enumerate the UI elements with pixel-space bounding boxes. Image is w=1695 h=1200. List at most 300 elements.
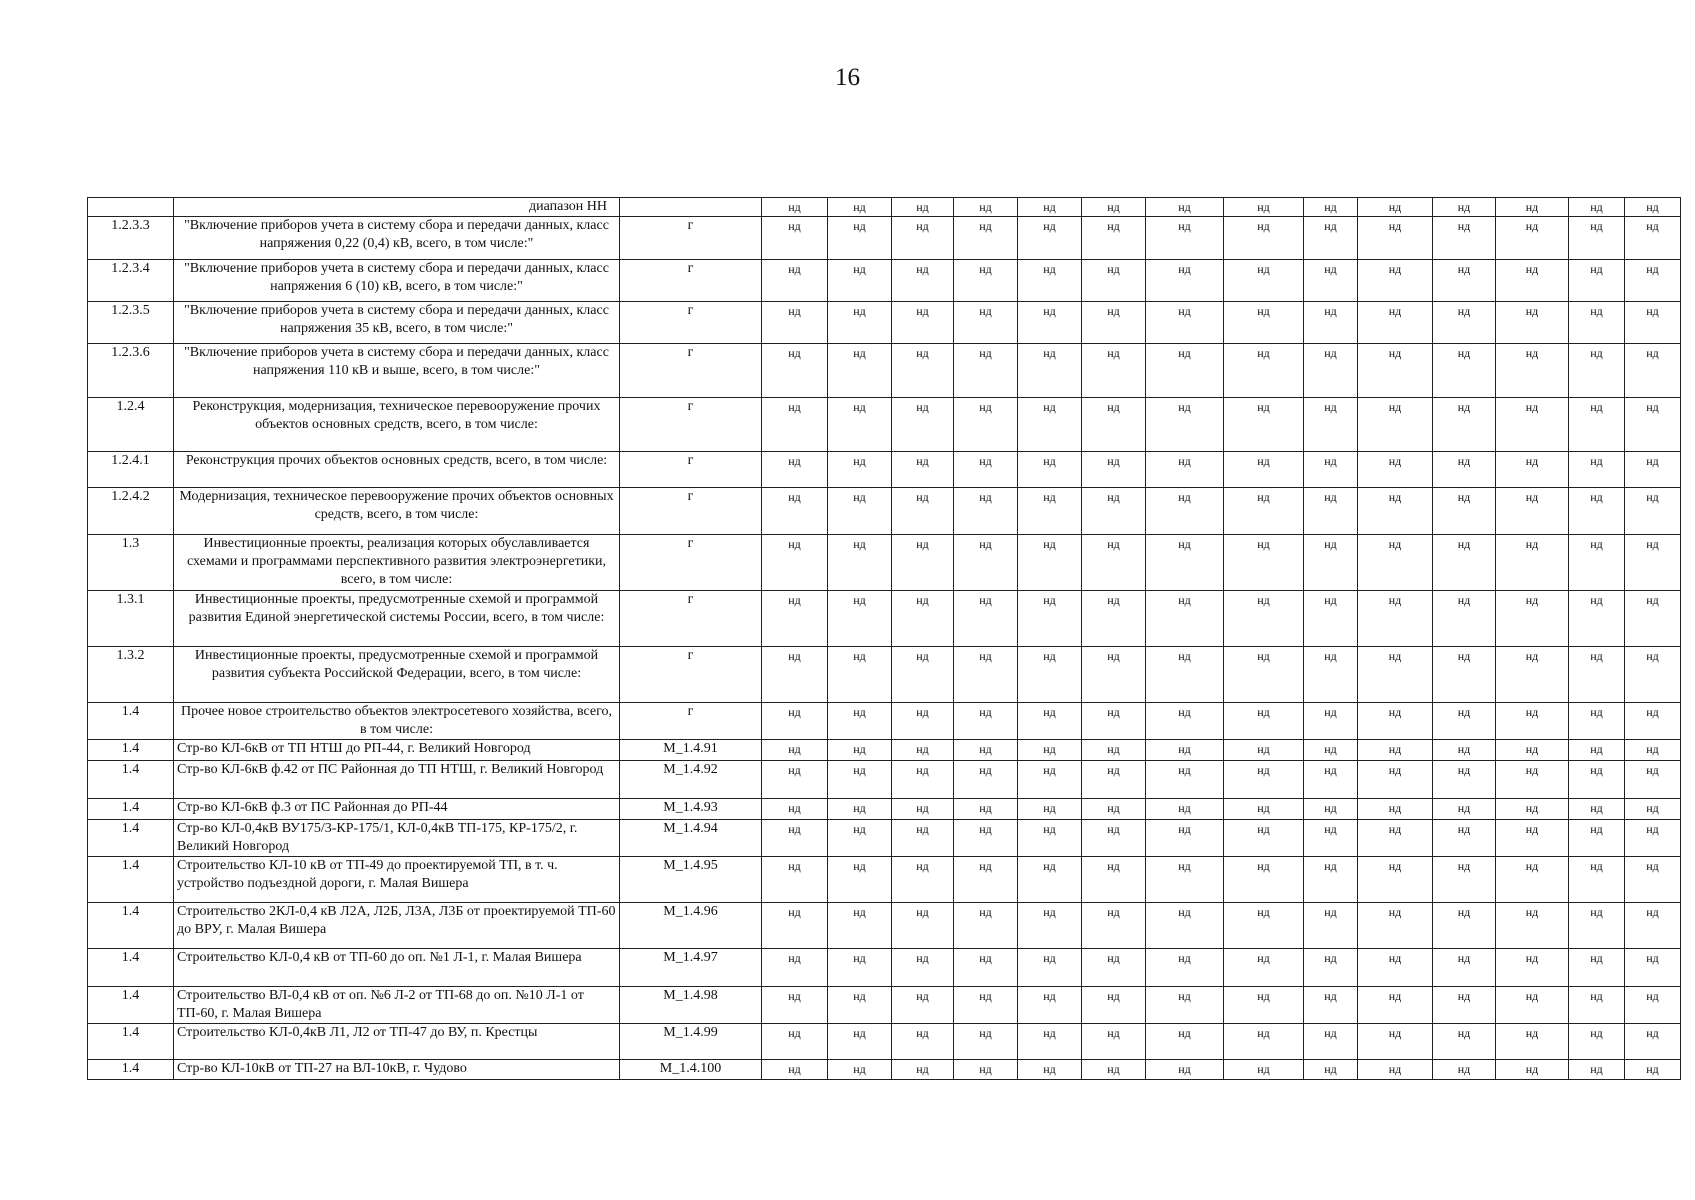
value-cell: нд (1146, 344, 1224, 398)
value-cell: нд (1496, 820, 1569, 857)
value-cell: нд (1304, 647, 1358, 703)
value-cell: нд (1224, 488, 1304, 535)
value-cell: нд (828, 949, 892, 987)
value-cell: нд (1496, 949, 1569, 987)
table-row (88, 1060, 1681, 1080)
value-cell: нд (1146, 1060, 1224, 1080)
value-cell: нд (954, 217, 1018, 260)
row-id-cell: M_1.4.94 (620, 820, 762, 857)
value-cell: нд (954, 740, 1018, 761)
value-cell: нд (954, 535, 1018, 591)
value-cell: нд (1146, 198, 1224, 217)
value-cell: нд (892, 799, 954, 820)
value-cell: нд (954, 987, 1018, 1024)
value-cell: нд (1625, 740, 1681, 761)
value-cell: нд (828, 488, 892, 535)
value-cell: нд (1625, 647, 1681, 703)
value-cell: нд (892, 857, 954, 903)
value-cell: нд (1146, 398, 1224, 452)
row-id-cell: M_1.4.100 (620, 1060, 762, 1080)
value-cell: нд (1146, 903, 1224, 949)
value-cell: нд (1304, 949, 1358, 987)
value-cell: нд (1358, 949, 1433, 987)
value-cell: нд (1018, 949, 1082, 987)
row-name-cell: "Включение приборов учета в систему сбора и передачи данных, класс напряжения 0,22 (0,4) кВ, всего, в том числе:" (174, 217, 620, 260)
value-cell: нд (1569, 903, 1625, 949)
value-cell: нд (1082, 857, 1146, 903)
value-cell: нд (1146, 1024, 1224, 1060)
value-cell: нд (1082, 1060, 1146, 1080)
value-cell: нд (954, 857, 1018, 903)
row-name-cell: Стр-во КЛ-6кВ от ТП НТШ до РП-44, г. Великий Новгород (174, 740, 620, 761)
value-cell: нд (1224, 820, 1304, 857)
value-cell: нд (1569, 857, 1625, 903)
value-cell: нд (1304, 198, 1358, 217)
value-cell: нд (1625, 344, 1681, 398)
value-cell: нд (954, 452, 1018, 488)
value-cell: нд (1018, 260, 1082, 302)
value-cell: нд (828, 857, 892, 903)
value-cell: нд (892, 398, 954, 452)
row-id-cell: M_1.4.98 (620, 987, 762, 1024)
value-cell: нд (1018, 987, 1082, 1024)
value-cell: нд (1018, 820, 1082, 857)
value-cell: нд (1018, 488, 1082, 535)
value-cell: нд (1625, 799, 1681, 820)
value-cell: нд (1625, 535, 1681, 591)
value-cell: нд (1625, 217, 1681, 260)
value-cell: нд (1018, 1024, 1082, 1060)
row-id-cell: M_1.4.95 (620, 857, 762, 903)
value-cell: нд (1625, 761, 1681, 799)
value-cell: нд (892, 344, 954, 398)
value-cell: нд (1569, 820, 1625, 857)
value-cell: нд (1082, 217, 1146, 260)
value-cell: нд (1146, 535, 1224, 591)
value-cell: нд (762, 949, 828, 987)
value-cell: нд (1358, 1060, 1433, 1080)
value-cell: нд (1082, 398, 1146, 452)
value-cell: нд (1358, 799, 1433, 820)
value-cell: нд (954, 591, 1018, 647)
value-cell: нд (762, 535, 828, 591)
value-cell: нд (1224, 903, 1304, 949)
row-name-cell: Реконструкция прочих объектов основных средств, всего, в том числе: (174, 452, 620, 488)
value-cell: нд (1433, 260, 1496, 302)
value-cell: нд (828, 260, 892, 302)
value-cell: нд (1358, 302, 1433, 344)
value-cell: нд (1569, 217, 1625, 260)
value-cell: нд (1358, 740, 1433, 761)
value-cell: нд (1496, 987, 1569, 1024)
row-number-cell: 1.3.2 (88, 647, 174, 703)
row-name-cell: "Включение приборов учета в систему сбора и передачи данных, класс напряжения 6 (10) кВ, всего, в том числе:" (174, 260, 620, 302)
investment-table (87, 197, 1681, 1080)
value-cell: нд (1625, 987, 1681, 1024)
value-cell: нд (1569, 452, 1625, 488)
value-cell: нд (892, 903, 954, 949)
value-cell: нд (1082, 703, 1146, 740)
row-id-cell: г (620, 535, 762, 591)
value-cell: нд (1358, 857, 1433, 903)
value-cell: нд (1358, 488, 1433, 535)
row-id-cell: г (620, 647, 762, 703)
value-cell: нд (1358, 761, 1433, 799)
value-cell: нд (892, 740, 954, 761)
value-cell: нд (954, 799, 1018, 820)
value-cell: нд (1304, 488, 1358, 535)
value-cell: нд (1569, 1024, 1625, 1060)
table-row (88, 740, 1681, 761)
value-cell: нд (1304, 535, 1358, 591)
value-cell: нд (1146, 987, 1224, 1024)
value-cell: нд (1304, 740, 1358, 761)
value-cell: нд (1358, 398, 1433, 452)
value-cell: нд (1569, 1060, 1625, 1080)
value-cell: нд (1569, 591, 1625, 647)
value-cell: нд (1625, 398, 1681, 452)
value-cell: нд (1625, 198, 1681, 217)
value-cell: нд (1304, 761, 1358, 799)
value-cell: нд (1224, 260, 1304, 302)
value-cell: нд (1018, 217, 1082, 260)
table-row (88, 535, 1681, 591)
value-cell: нд (1146, 820, 1224, 857)
value-cell: нд (1224, 591, 1304, 647)
value-cell: нд (762, 398, 828, 452)
value-cell: нд (1146, 949, 1224, 987)
value-cell: нд (1569, 398, 1625, 452)
page-number: 16 (835, 64, 860, 91)
value-cell: нд (828, 1024, 892, 1060)
value-cell: нд (1146, 591, 1224, 647)
table-row (88, 949, 1681, 987)
value-cell: нд (1018, 740, 1082, 761)
row-id-cell: г (620, 217, 762, 260)
row-name-cell: Стр-во КЛ-10кВ от ТП-27 на ВЛ-10кВ, г. Чудово (174, 1060, 620, 1080)
value-cell: нд (762, 488, 828, 535)
value-cell: нд (828, 820, 892, 857)
value-cell: нд (828, 903, 892, 949)
value-cell: нд (1304, 452, 1358, 488)
table-row (88, 703, 1681, 740)
value-cell: нд (954, 761, 1018, 799)
value-cell: нд (1018, 398, 1082, 452)
value-cell: нд (828, 398, 892, 452)
value-cell: нд (954, 198, 1018, 217)
value-cell: нд (762, 591, 828, 647)
row-number-cell: 1.4 (88, 987, 174, 1024)
value-cell: нд (1496, 857, 1569, 903)
row-id-cell: M_1.4.96 (620, 903, 762, 949)
value-cell: нд (1625, 1024, 1681, 1060)
table-row (88, 302, 1681, 344)
value-cell: нд (1224, 344, 1304, 398)
row-id-cell: г (620, 260, 762, 302)
value-cell: нд (762, 198, 828, 217)
value-cell: нд (1625, 260, 1681, 302)
value-cell: нд (1082, 647, 1146, 703)
value-cell: нд (1018, 591, 1082, 647)
value-cell: нд (1625, 903, 1681, 949)
value-cell: нд (1433, 761, 1496, 799)
row-id-cell: M_1.4.92 (620, 761, 762, 799)
value-cell: нд (762, 903, 828, 949)
value-cell: нд (1496, 799, 1569, 820)
value-cell: нд (1146, 703, 1224, 740)
value-cell: нд (1082, 1024, 1146, 1060)
value-cell: нд (1496, 535, 1569, 591)
value-cell: нд (1146, 740, 1224, 761)
value-cell: нд (1018, 799, 1082, 820)
table-row (88, 647, 1681, 703)
value-cell: нд (1496, 1060, 1569, 1080)
row-name-cell: Строительство 2КЛ-0,4 кВ Л2А, Л2Б, Л3А, Л3Б от проектируемой ТП-60 до ВРУ, г. Малая Вишера (174, 903, 620, 949)
value-cell: нд (1018, 647, 1082, 703)
value-cell: нд (892, 949, 954, 987)
value-cell: нд (954, 488, 1018, 535)
value-cell: нд (1569, 260, 1625, 302)
value-cell: нд (1433, 799, 1496, 820)
value-cell: нд (1304, 820, 1358, 857)
row-number-cell: 1.4 (88, 799, 174, 820)
value-cell: нд (1224, 799, 1304, 820)
value-cell: нд (1082, 302, 1146, 344)
row-number-cell: 1.3 (88, 535, 174, 591)
value-cell: нд (954, 903, 1018, 949)
value-cell: нд (1082, 903, 1146, 949)
value-cell: нд (1304, 857, 1358, 903)
value-cell: нд (1569, 488, 1625, 535)
value-cell: нд (828, 591, 892, 647)
value-cell: нд (1358, 260, 1433, 302)
value-cell: нд (1082, 799, 1146, 820)
value-cell: нд (1569, 302, 1625, 344)
row-id-cell: г (620, 398, 762, 452)
row-name-cell: Инвестиционные проекты, реализация которых обуславливается схемами и программами перспективного развития электроэнергетики, всего, в том числе: (174, 535, 620, 591)
value-cell: нд (1358, 987, 1433, 1024)
table-row (88, 260, 1681, 302)
value-cell: нд (1433, 1060, 1496, 1080)
value-cell: нд (1224, 740, 1304, 761)
value-cell: нд (1625, 591, 1681, 647)
value-cell: нд (762, 1060, 828, 1080)
value-cell: нд (1569, 198, 1625, 217)
row-name-cell: Реконструкция, модернизация, техническое перевооружение прочих объектов основных средств, всего, в том числе: (174, 398, 620, 452)
value-cell: нд (1224, 647, 1304, 703)
value-cell: нд (1433, 703, 1496, 740)
table-row (88, 452, 1681, 488)
value-cell: нд (1625, 452, 1681, 488)
value-cell: нд (1224, 398, 1304, 452)
value-cell: нд (1433, 302, 1496, 344)
value-cell: нд (1082, 820, 1146, 857)
row-name-cell: диапазон НН (174, 198, 620, 217)
value-cell: нд (1496, 1024, 1569, 1060)
value-cell: нд (1358, 1024, 1433, 1060)
value-cell: нд (1018, 903, 1082, 949)
value-cell: нд (1304, 217, 1358, 260)
value-cell: нд (892, 535, 954, 591)
table-row (88, 591, 1681, 647)
row-number-cell: 1.4 (88, 903, 174, 949)
value-cell: нд (1146, 488, 1224, 535)
value-cell: нд (1018, 761, 1082, 799)
value-cell: нд (1082, 198, 1146, 217)
value-cell: нд (762, 302, 828, 344)
value-cell: нд (1496, 302, 1569, 344)
value-cell: нд (954, 260, 1018, 302)
value-cell: нд (1018, 1060, 1082, 1080)
row-number-cell: 1.4 (88, 820, 174, 857)
table-row (88, 761, 1681, 799)
value-cell: нд (1146, 452, 1224, 488)
value-cell: нд (892, 198, 954, 217)
row-number-cell: 1.2.4 (88, 398, 174, 452)
value-cell: нд (892, 488, 954, 535)
table-row (88, 198, 1681, 217)
value-cell: нд (1496, 761, 1569, 799)
row-id-cell (620, 198, 762, 217)
value-cell: нд (1358, 820, 1433, 857)
value-cell: нд (892, 1060, 954, 1080)
value-cell: нд (1433, 488, 1496, 535)
value-cell: нд (1304, 1024, 1358, 1060)
value-cell: нд (1569, 949, 1625, 987)
row-name-cell: "Включение приборов учета в систему сбора и передачи данных, класс напряжения 35 кВ, всего, в том числе:" (174, 302, 620, 344)
row-number-cell (88, 198, 174, 217)
row-id-cell: г (620, 488, 762, 535)
value-cell: нд (1224, 535, 1304, 591)
value-cell: нд (1082, 987, 1146, 1024)
value-cell: нд (1224, 703, 1304, 740)
row-name-cell: Строительство КЛ-0,4 кВ от ТП-60 до оп. №1 Л-1, г. Малая Вишера (174, 949, 620, 987)
value-cell: нд (1018, 535, 1082, 591)
value-cell: нд (1496, 260, 1569, 302)
value-cell: нд (892, 761, 954, 799)
value-cell: нд (954, 647, 1018, 703)
value-cell: нд (1358, 647, 1433, 703)
value-cell: нд (828, 217, 892, 260)
value-cell: нд (1433, 535, 1496, 591)
value-cell: нд (1146, 302, 1224, 344)
row-number-cell: 1.4 (88, 1024, 174, 1060)
value-cell: нд (954, 703, 1018, 740)
value-cell: нд (1433, 647, 1496, 703)
value-cell: нд (1018, 452, 1082, 488)
value-cell: нд (1433, 398, 1496, 452)
value-cell: нд (1082, 488, 1146, 535)
row-name-cell: Строительство ВЛ-0,4 кВ от оп. №6 Л-2 от ТП-68 до оп. №10 Л-1 от ТП-60, г. Малая Вишера (174, 987, 620, 1024)
row-name-cell: Строительство КЛ-0,4кВ Л1, Л2 от ТП-47 до ВУ, п. Крестцы (174, 1024, 620, 1060)
value-cell: нд (762, 857, 828, 903)
value-cell: нд (828, 344, 892, 398)
value-cell: нд (1569, 647, 1625, 703)
value-cell: нд (954, 302, 1018, 344)
value-cell: нд (1569, 761, 1625, 799)
value-cell: нд (1433, 740, 1496, 761)
value-cell: нд (1358, 703, 1433, 740)
value-cell: нд (762, 647, 828, 703)
value-cell: нд (828, 740, 892, 761)
value-cell: нд (1433, 857, 1496, 903)
value-cell: нд (1496, 591, 1569, 647)
value-cell: нд (1358, 591, 1433, 647)
value-cell: нд (1433, 198, 1496, 217)
row-number-cell: 1.4 (88, 761, 174, 799)
row-name-cell: Стр-во КЛ-6кВ ф.3 от ПС Районная до РП-44 (174, 799, 620, 820)
row-name-cell: "Включение приборов учета в систему сбора и передачи данных, класс напряжения 110 кВ и выше, всего, в том числе:" (174, 344, 620, 398)
row-number-cell: 1.4 (88, 949, 174, 987)
value-cell: нд (762, 799, 828, 820)
value-cell: нд (1304, 302, 1358, 344)
row-number-cell: 1.2.3.3 (88, 217, 174, 260)
value-cell: нд (1496, 703, 1569, 740)
value-cell: нд (828, 703, 892, 740)
value-cell: нд (1625, 488, 1681, 535)
value-cell: нд (1433, 344, 1496, 398)
value-cell: нд (1224, 217, 1304, 260)
value-cell: нд (1082, 761, 1146, 799)
value-cell: нд (1569, 535, 1625, 591)
value-cell: нд (828, 987, 892, 1024)
value-cell: нд (1304, 799, 1358, 820)
row-id-cell: г (620, 591, 762, 647)
value-cell: нд (1304, 398, 1358, 452)
value-cell: нд (1433, 1024, 1496, 1060)
value-cell: нд (1304, 344, 1358, 398)
value-cell: нд (954, 1024, 1018, 1060)
value-cell: нд (1304, 903, 1358, 949)
value-cell: нд (1496, 488, 1569, 535)
value-cell: нд (1496, 398, 1569, 452)
value-cell: нд (1018, 302, 1082, 344)
value-cell: нд (762, 1024, 828, 1060)
value-cell: нд (954, 344, 1018, 398)
value-cell: нд (1358, 217, 1433, 260)
value-cell: нд (828, 1060, 892, 1080)
table-row (88, 987, 1681, 1024)
value-cell: нд (1496, 344, 1569, 398)
value-cell: нд (1433, 820, 1496, 857)
value-cell: нд (762, 740, 828, 761)
value-cell: нд (892, 1024, 954, 1060)
value-cell: нд (1358, 452, 1433, 488)
value-cell: нд (1358, 903, 1433, 949)
value-cell: нд (1433, 903, 1496, 949)
row-id-cell: г (620, 344, 762, 398)
row-id-cell: г (620, 703, 762, 740)
value-cell: нд (1625, 302, 1681, 344)
value-cell: нд (1625, 1060, 1681, 1080)
value-cell: нд (1358, 535, 1433, 591)
value-cell: нд (1304, 987, 1358, 1024)
row-name-cell: Строительство КЛ-10 кВ от ТП-49 до проектируемой ТП, в т. ч. устройство подъездной дороги, г. Малая Вишера (174, 857, 620, 903)
row-name-cell: Стр-во КЛ-0,4кВ ВУ175/3-КР-175/1, КЛ-0,4кВ ТП-175, КР-175/2, г. Великий Новгород (174, 820, 620, 857)
value-cell: нд (892, 217, 954, 260)
table-row (88, 820, 1681, 857)
value-cell: нд (1569, 740, 1625, 761)
value-cell: нд (1569, 799, 1625, 820)
value-cell: нд (828, 799, 892, 820)
value-cell: нд (1146, 761, 1224, 799)
row-number-cell: 1.2.4.1 (88, 452, 174, 488)
row-id-cell: M_1.4.99 (620, 1024, 762, 1060)
value-cell: нд (1358, 198, 1433, 217)
value-cell: нд (1496, 740, 1569, 761)
row-number-cell: 1.2.3.4 (88, 260, 174, 302)
value-cell: нд (954, 949, 1018, 987)
